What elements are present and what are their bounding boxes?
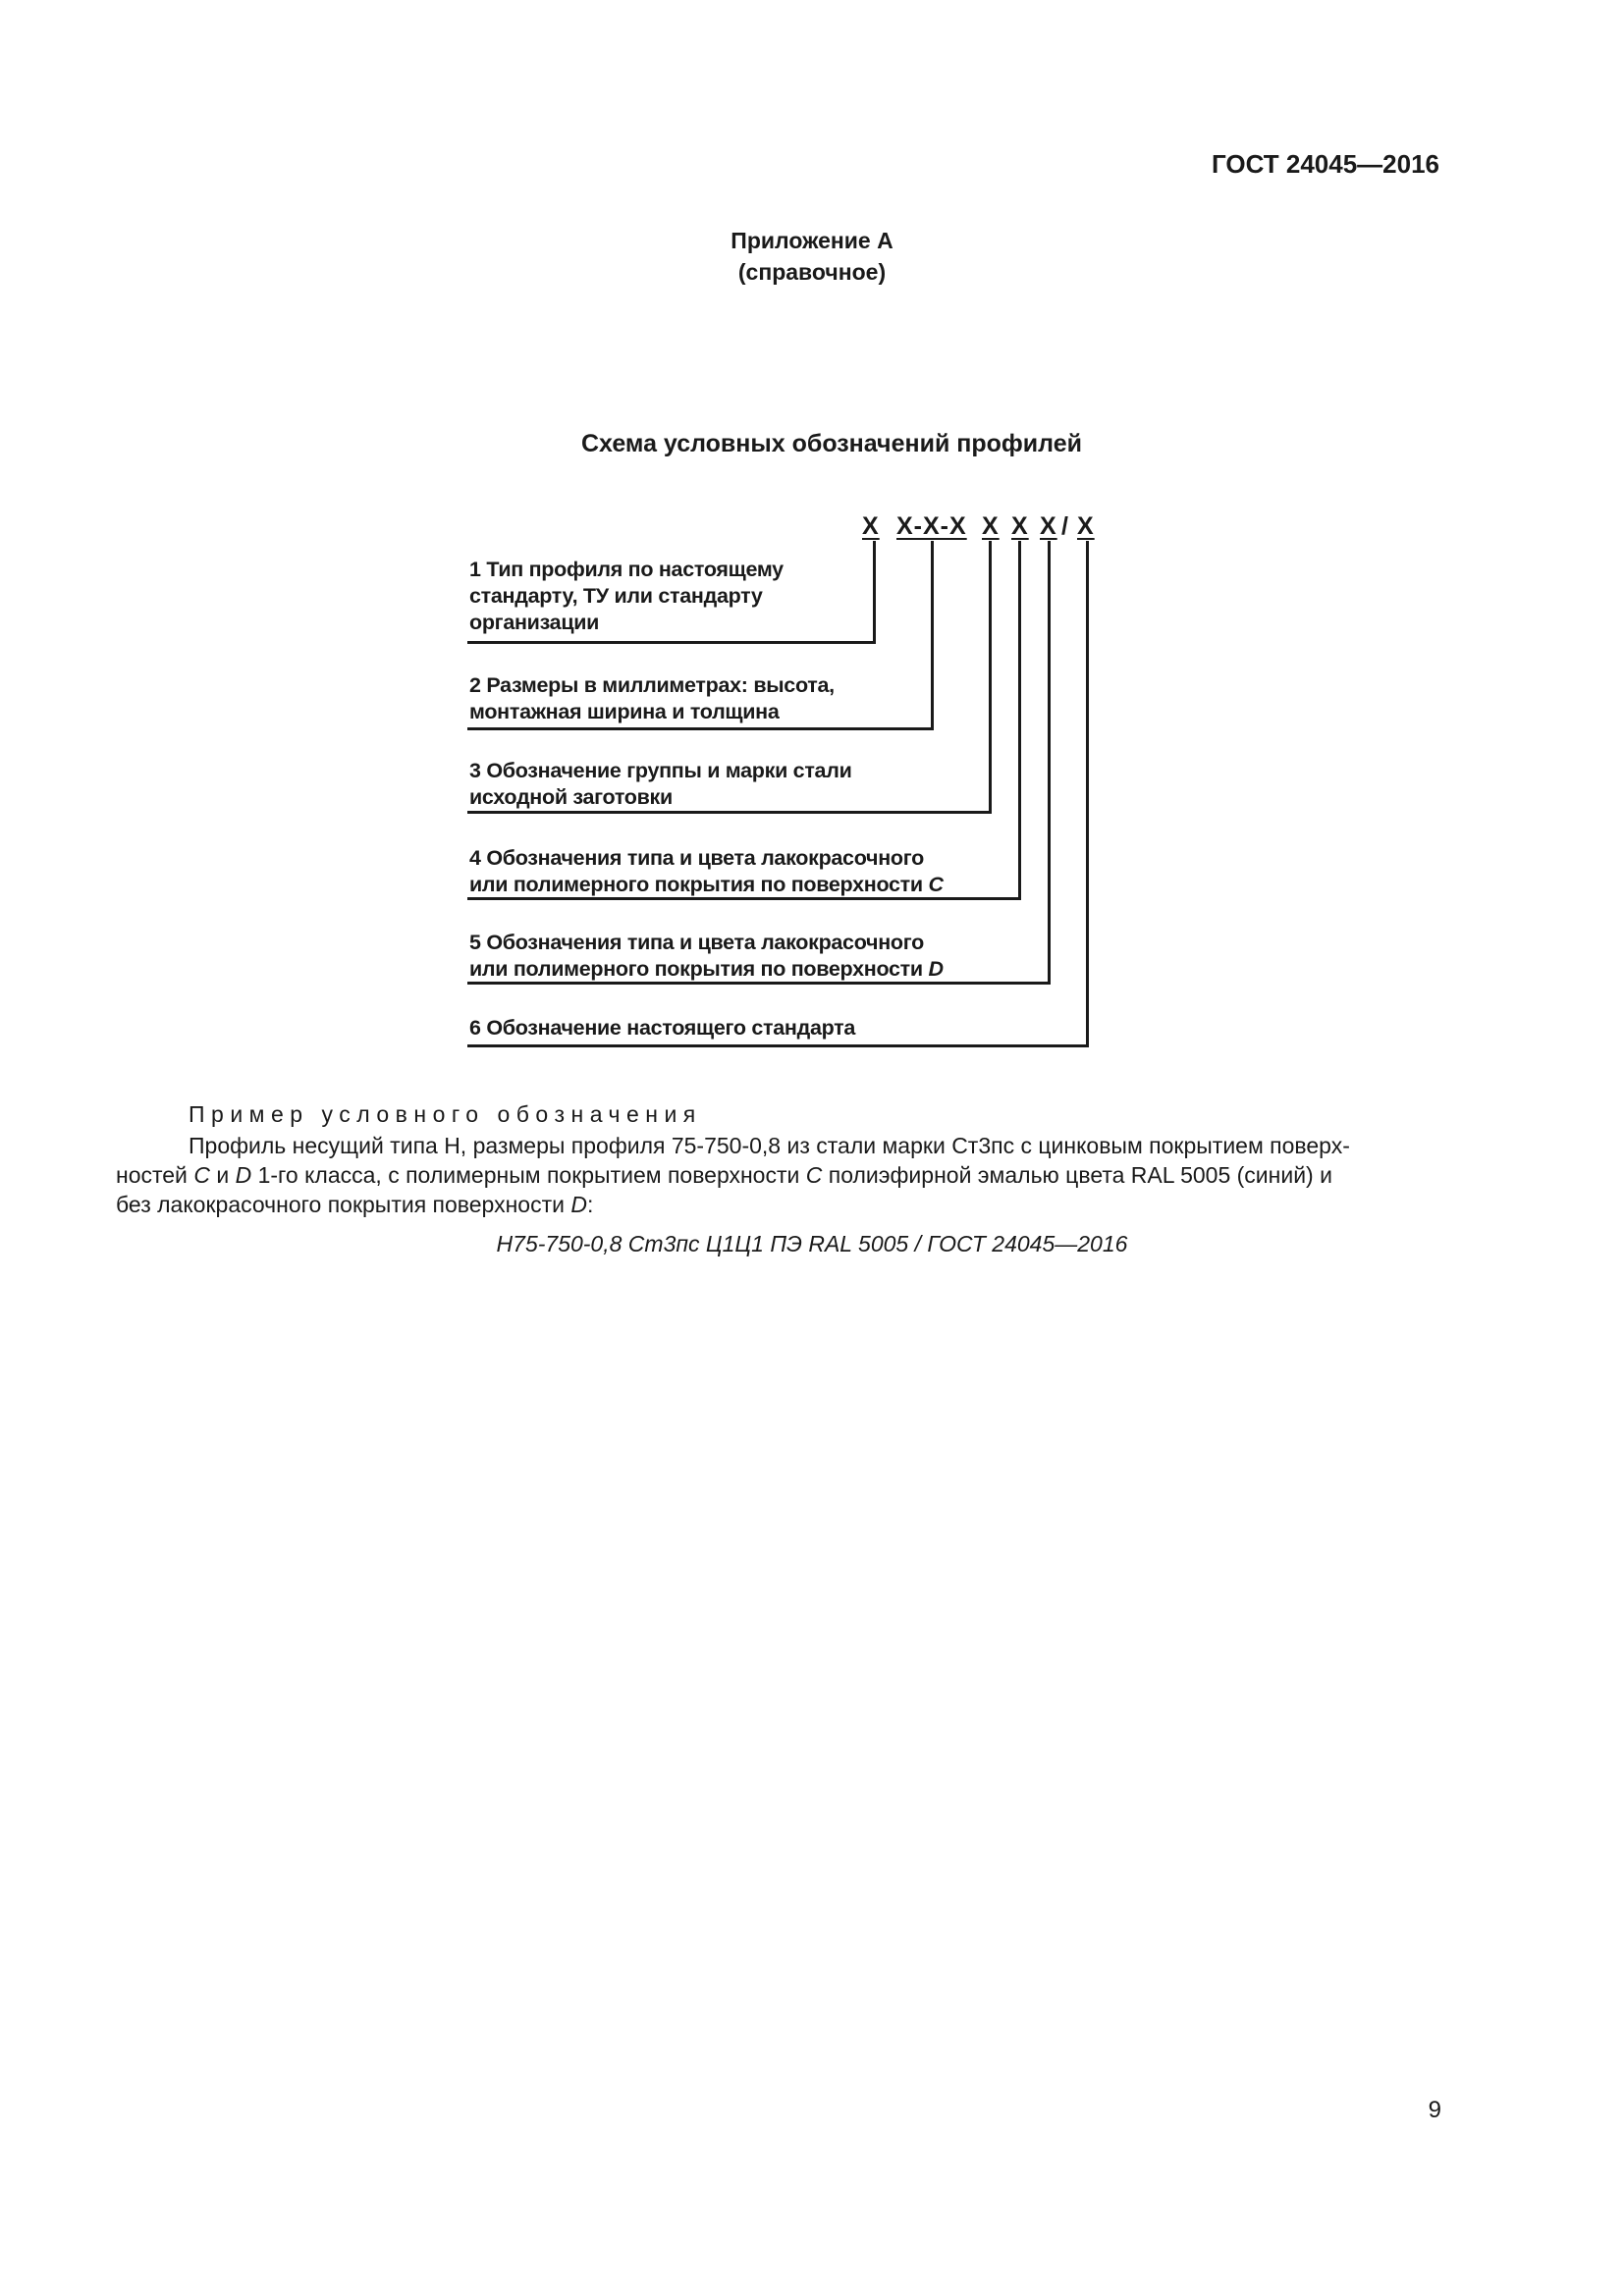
example-heading: Пример условного обозначения	[189, 1101, 702, 1127]
leader-line-4	[467, 897, 1021, 900]
leader-line-5	[467, 982, 1051, 985]
example-formula: Н75-750-0,8 Ст3пс Ц1Ц1 ПЭ RAL 5005 / ГОСТ 24045—2016	[496, 1231, 1128, 1256]
scheme-item-3: 3 Обозначение группы и марки стали исходной заготовки	[469, 759, 852, 809]
appendix-title: Приложение А	[731, 228, 893, 253]
leader-drop-4	[1018, 541, 1021, 900]
leader-drop-6	[1086, 541, 1089, 1047]
example-text-line-3: без лакокрасочного покрытия поверхности D:	[116, 1192, 594, 1217]
scheme-title: Схема условных обозначений профилей	[581, 430, 1082, 457]
scheme-item-1: 1 Тип профиля по настоящему стандарту, ТУ или стандарту организации	[469, 558, 784, 634]
leader-drop-3	[989, 541, 992, 814]
standard-number: ГОСТ 24045—2016	[1212, 149, 1439, 179]
example-text-line-2: ностей С и D 1-го класса, с полимерным покрытием поверхности С полиэфирной эмалью цвета RAL 5005 (синий) и	[116, 1162, 1332, 1188]
code-part-3: Х	[982, 512, 1000, 540]
code-part-6: Х	[1077, 512, 1095, 540]
code-part-2: Х-Х-Х	[896, 512, 967, 540]
page-number: 9	[1428, 2097, 1441, 2123]
leader-line-6	[467, 1044, 1089, 1047]
scheme-item-4: 4 Обозначения типа и цвета лакокрасочного или полимерного покрытия по поверхности С	[469, 846, 944, 896]
scheme-item-2: 2 Размеры в миллиметрах: высота, монтажная ширина и толщина	[469, 673, 835, 723]
leader-line-2	[467, 727, 934, 730]
leader-drop-5	[1048, 541, 1051, 985]
code-part-1: Х	[862, 512, 880, 540]
leader-drop-1	[873, 541, 876, 644]
code-part-5: Х	[1040, 512, 1057, 540]
leader-drop-2	[931, 541, 934, 730]
code-part-4: Х	[1011, 512, 1029, 540]
example-text: Профиль несущий типа Н, размеры профиля 75-750-0,8 из стали марки Ст3пс с цинковым покрытием поверх-	[189, 1133, 1350, 1158]
leader-line-1	[467, 641, 876, 644]
code-slash: /	[1061, 512, 1069, 540]
appendix-type: (справочное)	[737, 259, 887, 285]
scheme-item-5: 5 Обозначения типа и цвета лакокрасочного или полимерного покрытия по поверхности D	[469, 931, 944, 981]
leader-line-3	[467, 811, 992, 814]
scheme-item-6: 6 Обозначение настоящего стандарта	[469, 1016, 856, 1040]
